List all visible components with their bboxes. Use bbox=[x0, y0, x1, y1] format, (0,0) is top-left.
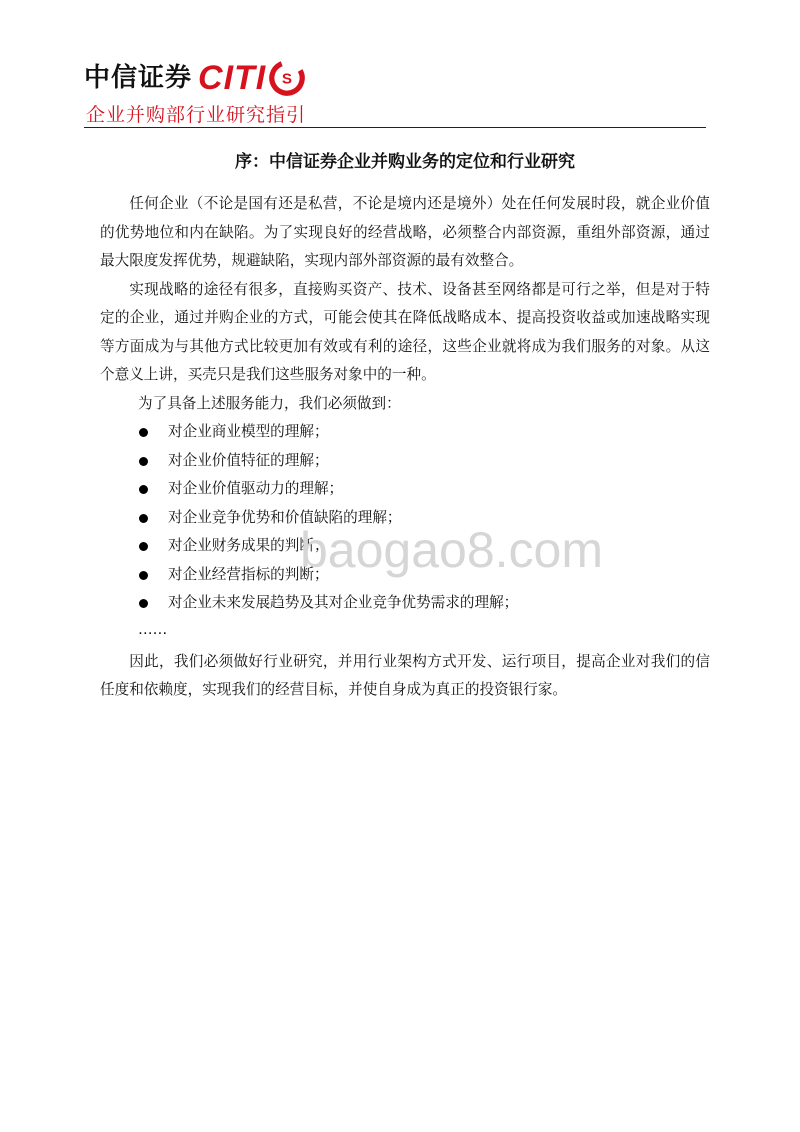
document-subtitle: 企业并购部行业研究指引 bbox=[86, 104, 307, 126]
bullet-icon bbox=[139, 457, 148, 466]
logo-english-text: CITI bbox=[198, 59, 267, 97]
list-item bbox=[100, 504, 710, 533]
closing-paragraph: 因此，我们必须做好行业研究，并用行业架构方式开发、运行项目，提高企业对我们的信任度和依赖度，实现我们的经营目标，并使自身成为真正的投资银行家。 bbox=[100, 652, 710, 698]
watermark: baogao8.com bbox=[300, 522, 604, 578]
paragraph-1: 任何企业（不论是国有还是私营，不论是境内还是境外）处在任何发展时段，就企业价值的优势地位和内在缺陷。为了实现良好的经营战略，必须整合内部资源，重组外部资源，通过最大限度发挥优势，规避缺陷，实现内部外部资源的最有效整合。 bbox=[100, 195, 710, 269]
list-item bbox=[100, 561, 710, 590]
bullet-icon bbox=[139, 485, 148, 494]
document-body bbox=[100, 148, 710, 705]
list-item bbox=[100, 475, 710, 504]
citics-logo bbox=[84, 58, 306, 98]
list-item bbox=[100, 589, 710, 618]
list-item-text: 对企业财务成果的判断； bbox=[168, 537, 329, 554]
list-item-text: 对企业商业模型的理解； bbox=[168, 423, 329, 440]
cs-circle-logo-icon bbox=[268, 59, 306, 97]
logo-chinese-text: 中信证券 bbox=[84, 63, 193, 93]
capability-list bbox=[100, 418, 710, 618]
bullet-icon bbox=[139, 599, 148, 608]
paragraph-2: 实现战略的途径有很多，直接购买资产、技术、设备甚至网络都是可行之举，但是对于特定的企业，通过并购企业的方式，可能会使其在降低战略成本、提高投资收益或加速战略实现等方面成为与其他方式比较更加有效或有利的途径，这些企业就将成为我们服务的对象。从这个意义上讲，买壳只是我们这些服务对象中的一种。 bbox=[100, 280, 710, 383]
svg-text:S: S bbox=[282, 70, 293, 88]
list-item-text: 对企业未来发展趋势及其对企业竞争优势需求的理解； bbox=[168, 594, 519, 611]
list-ellipsis: …… bbox=[138, 620, 168, 638]
list-item bbox=[100, 447, 710, 476]
list-item-text: 对企业价值特征的理解； bbox=[168, 451, 329, 469]
list-intro: 为了具备上述服务能力，我们必须做到： bbox=[138, 394, 401, 412]
bullet-icon bbox=[139, 428, 148, 437]
section-title: 序：中信证券企业并购业务的定位和行业研究 bbox=[235, 152, 575, 172]
list-item-text: 对企业价值驱动力的理解； bbox=[168, 480, 344, 497]
list-item-text: 对企业竞争优势和价值缺陷的理解； bbox=[168, 508, 402, 526]
list-item bbox=[100, 532, 710, 561]
header-divider bbox=[84, 127, 706, 128]
bullet-icon bbox=[139, 571, 148, 580]
bullet-icon bbox=[139, 542, 148, 551]
document-header bbox=[84, 58, 706, 130]
list-item bbox=[100, 418, 710, 447]
list-item-text: 对企业经营指标的判断； bbox=[168, 565, 329, 583]
bullet-icon bbox=[139, 514, 148, 523]
